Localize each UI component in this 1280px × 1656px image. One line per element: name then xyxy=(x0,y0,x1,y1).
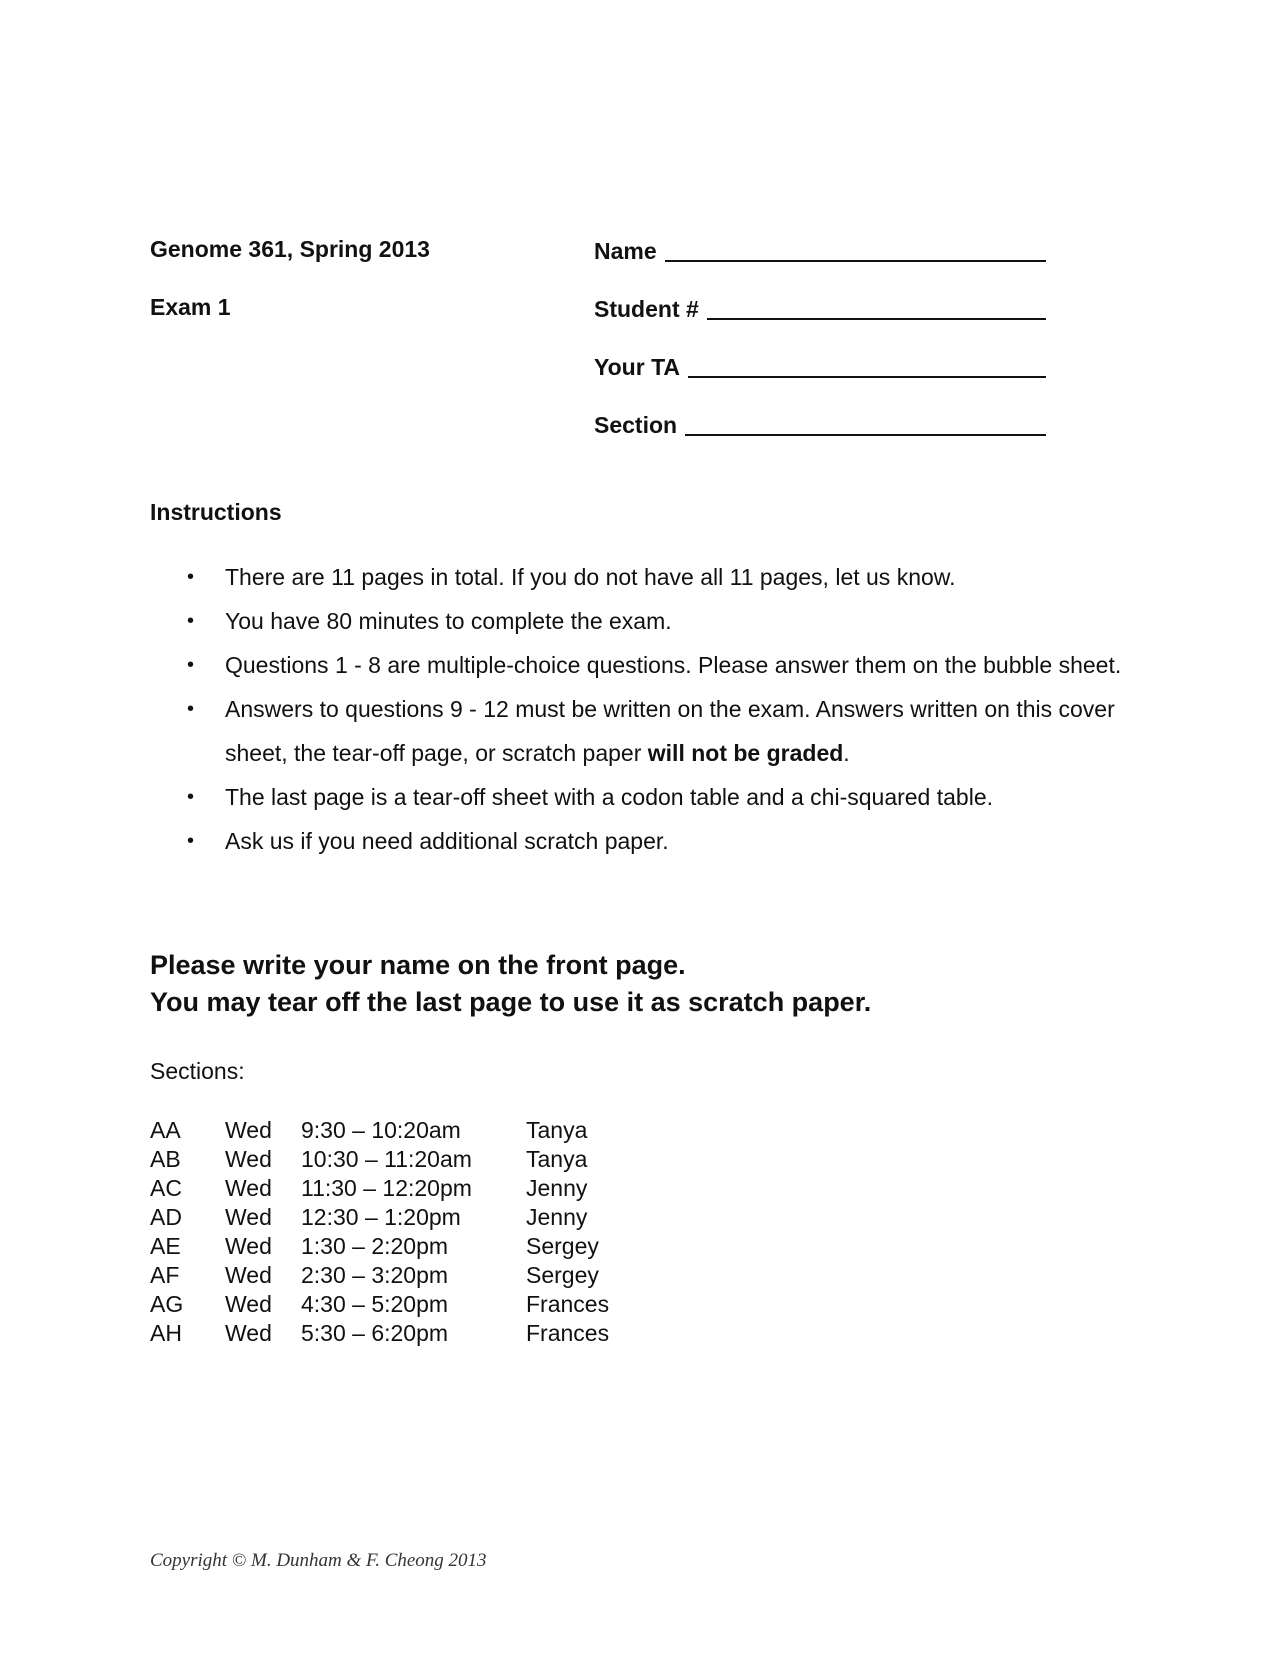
section-ta: Sergey xyxy=(526,1233,599,1259)
bullet-icon: • xyxy=(187,610,195,632)
bullet-icon: • xyxy=(187,654,195,676)
section-time: 10:30 – 11:20am xyxy=(301,1146,472,1172)
table-row xyxy=(150,1232,646,1261)
bullet-icon: • xyxy=(187,566,195,588)
list-item xyxy=(150,819,1130,863)
section-time: 9:30 – 10:20am xyxy=(301,1117,461,1143)
section-time: 12:30 – 1:20pm xyxy=(301,1204,461,1230)
list-item xyxy=(150,555,1130,599)
section-ta: Sergey xyxy=(526,1262,599,1288)
section-day: Wed xyxy=(225,1291,272,1317)
bullet-icon: • xyxy=(187,786,195,808)
notice-line-2: You may tear off the last page to use it as scratch paper. xyxy=(150,987,872,1017)
name-label: Name xyxy=(594,238,657,264)
section-day: Wed xyxy=(225,1204,272,1230)
section-ta: Jenny xyxy=(526,1204,588,1230)
section-field xyxy=(594,408,1046,438)
ta-field xyxy=(594,350,1046,380)
instruction-text: Answers to questions 9 - 12 must be written on the exam. Answers written on this cover sheet, the tear-off page, or scratch paper xyxy=(225,696,1115,766)
name-blank-line xyxy=(665,236,1046,262)
student-number-blank-line xyxy=(707,294,1046,320)
instruction-text: Questions 1 - 8 are multiple-choice questions. Please answer them on the bubble sheet. xyxy=(225,652,1122,678)
section-day: Wed xyxy=(225,1175,272,1201)
sections-table xyxy=(150,1116,646,1348)
instruction-text: You have 80 minutes to complete the exam. xyxy=(225,608,672,634)
exam-title: Exam 1 xyxy=(150,294,231,320)
table-row xyxy=(150,1145,646,1174)
instruction-text: Ask us if you need additional scratch paper. xyxy=(225,828,669,854)
instructions-heading: Instructions xyxy=(150,499,282,525)
section-day: Wed xyxy=(225,1320,272,1346)
instructions-list xyxy=(150,555,1130,863)
student-number-label: Student # xyxy=(594,296,699,322)
section-code: AE xyxy=(150,1233,181,1259)
sections-heading: Sections: xyxy=(150,1058,245,1084)
copyright-notice: Copyright © M. Dunham & F. Cheong 2013 xyxy=(150,1550,487,1571)
section-day: Wed xyxy=(225,1146,272,1172)
section-ta: Frances xyxy=(526,1320,610,1346)
section-code: AF xyxy=(150,1262,180,1288)
instruction-text: The last page is a tear-off sheet with a codon table and a chi-squared table. xyxy=(225,784,994,810)
section-ta: Frances xyxy=(526,1291,610,1317)
section-time: 1:30 – 2:20pm xyxy=(301,1233,449,1259)
section-code: AA xyxy=(150,1117,181,1143)
section-ta: Tanya xyxy=(526,1117,588,1143)
bullet-icon: • xyxy=(187,830,195,852)
section-ta: Tanya xyxy=(526,1146,588,1172)
section-code: AC xyxy=(150,1175,182,1201)
section-code: AD xyxy=(150,1204,182,1230)
instruction-text-end: . xyxy=(843,740,850,766)
table-row xyxy=(150,1290,646,1319)
section-blank-line xyxy=(685,410,1046,436)
section-time: 2:30 – 3:20pm xyxy=(301,1262,449,1288)
ta-label: Your TA xyxy=(594,354,681,380)
section-ta: Jenny xyxy=(526,1175,588,1201)
course-title: Genome 361, Spring 2013 xyxy=(150,236,430,262)
section-time: 5:30 – 6:20pm xyxy=(301,1320,449,1346)
notice-line-1: Please write your name on the front page. xyxy=(150,950,686,980)
section-code: AH xyxy=(150,1320,182,1346)
notice xyxy=(150,947,871,1021)
section-code: AG xyxy=(150,1291,184,1317)
section-day: Wed xyxy=(225,1233,272,1259)
table-row xyxy=(150,1116,646,1145)
instruction-emphasis: will not be graded xyxy=(647,740,844,766)
instruction-text: There are 11 pages in total. If you do not have all 11 pages, let us know. xyxy=(225,564,956,590)
section-day: Wed xyxy=(225,1117,272,1143)
section-label: Section xyxy=(594,412,678,438)
section-time: 4:30 – 5:20pm xyxy=(301,1291,449,1317)
list-item xyxy=(150,687,1130,775)
table-row xyxy=(150,1174,646,1203)
list-item xyxy=(150,643,1130,687)
section-time: 11:30 – 12:20pm xyxy=(301,1175,472,1201)
section-code: AB xyxy=(150,1146,181,1172)
list-item xyxy=(150,775,1130,819)
student-number-field xyxy=(594,292,1046,322)
name-field xyxy=(594,234,1046,264)
table-row xyxy=(150,1261,646,1290)
table-row xyxy=(150,1203,646,1232)
ta-blank-line xyxy=(688,352,1046,378)
bullet-icon: • xyxy=(187,698,195,720)
list-item xyxy=(150,599,1130,643)
section-day: Wed xyxy=(225,1262,272,1288)
table-row xyxy=(150,1319,646,1348)
